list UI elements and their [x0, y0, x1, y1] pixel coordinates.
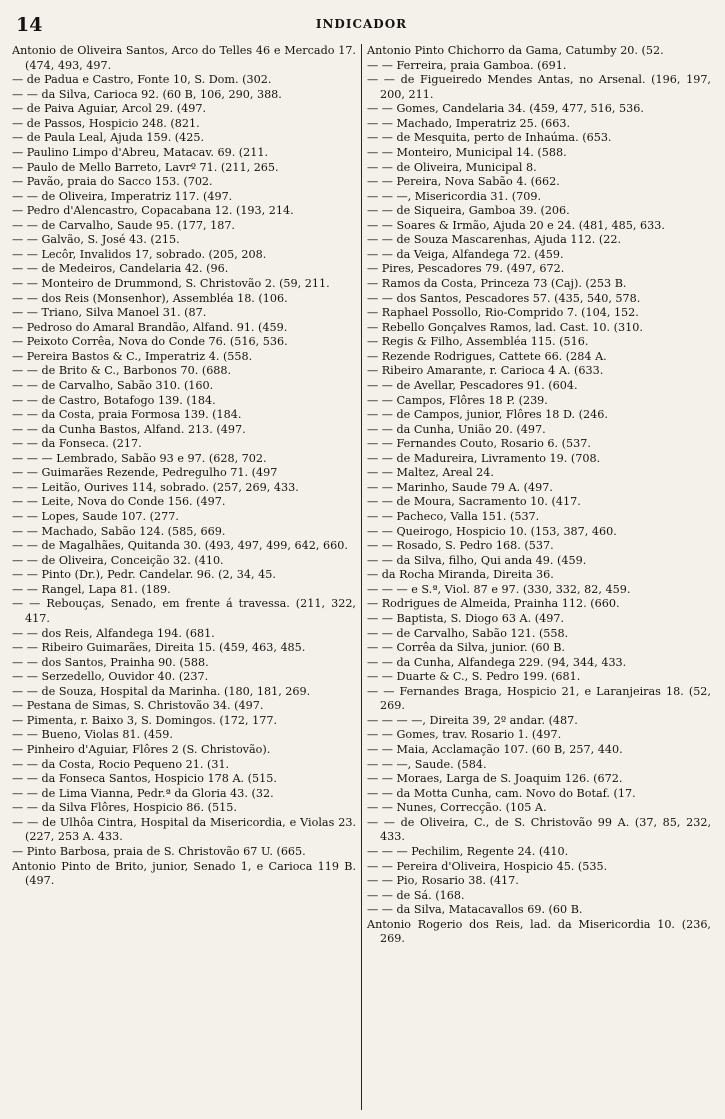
directory-entry: — — de Mesquita, perto de Inhaúma. (653.	[367, 131, 612, 145]
directory-entry: — — Rangel, Lapa 81. (189.	[12, 582, 171, 596]
right-column	[362, 44, 711, 1110]
directory-entry: — — Campos, Flôres 18 P. (239.	[367, 393, 548, 407]
directory-entry: — de Paiva Aguiar, Arcol 29. (497.	[12, 102, 207, 116]
directory-entry: — — da Fonseca. (217.	[12, 437, 142, 451]
directory-entry: — — Fernandes Couto, Rosario 6. (537.	[367, 437, 591, 451]
directory-entry: — — — Pechilim, Regente 24. (410.	[367, 844, 569, 858]
directory-entry: — — da Cunha Bastos, Alfand. 213. (497.	[12, 422, 246, 436]
directory-entry: — — Ribeiro Guimarães, Direita 15. (459, 463, 485.	[12, 641, 306, 655]
directory-entry: — — de Ulhôa Cintra, Hospital da Misericordia, e Violas 23. (227, 253 A. 433.	[12, 815, 356, 844]
directory-entry: — — Soares & Irmão, Ajuda 20 e 24. (481, 485, 633.	[367, 218, 665, 232]
directory-entry: — de Paula Leal, Ajuda 159. (425.	[12, 131, 205, 145]
directory-entry: — — Nunes, Correcção. (105 A.	[367, 801, 547, 815]
directory-entry: — — de Souza Mascarenhas, Ajuda 112. (22.	[367, 233, 622, 247]
directory-entry: — — Triano, Silva Manoel 31. (87.	[12, 306, 207, 320]
directory-entry: — — de Oliveira, Imperatriz 117. (497.	[12, 189, 233, 203]
directory-entry: — — Leitão, Ourives 114, sobrado. (257, 269, 433.	[12, 480, 299, 494]
directory-entry: — — Gomes, trav. Rosario 1. (497.	[367, 728, 562, 742]
directory-entry: — — da Motta Cunha, cam. Novo do Botaf. (17.	[367, 786, 636, 800]
running-title: INDICADOR	[315, 17, 408, 31]
directory-entry: Antonio Pinto Chichorro da Gama, Catumby 20. (52.	[367, 44, 664, 57]
directory-entry: — — da Costa, Rocio Pequeno 21. (31.	[12, 757, 230, 771]
directory-entry: — — de Oliveira, Municipal 8.	[367, 160, 537, 174]
directory-entry: — — Pereira, Nova Sabão 4. (662.	[367, 175, 560, 189]
directory-entry: — — de Avellar, Pescadores 91. (604.	[367, 378, 578, 392]
directory-entry: — — dos Reis, Alfandega 194. (681.	[12, 626, 215, 640]
directory-entry: — — de Brito & C., Barbonos 70. (688.	[12, 364, 232, 378]
directory-entry: Antonio Rogerio dos Reis, lad. da Misericordia 10. (236, 269.	[367, 917, 711, 946]
directory-entry: — — de Oliveira, C., de S. Christovão 99 A. (37, 85, 232, 433.	[367, 815, 711, 844]
directory-entry: — — Maltez, Areal 24.	[367, 466, 494, 480]
directory-entry: — — Baptista, S. Diogo 63 A. (497.	[367, 611, 565, 625]
directory-entry: — de Padua e Castro, Fonte 10, S. Dom. (302.	[12, 73, 272, 87]
directory-entry: — — de Sá. (168.	[367, 888, 465, 902]
directory-entry: — — Pio, Rosario 38. (417.	[367, 874, 519, 888]
directory-entry: — — Leite, Nova do Conde 156. (497.	[12, 495, 226, 509]
directory-entry: — — Pereira d'Oliveira, Hospicio 45. (535.	[367, 859, 608, 873]
directory-entry: — — de Madureira, Livramento 19. (708.	[367, 451, 601, 465]
directory-entry: — — da Veiga, Alfandega 72. (459.	[367, 247, 564, 261]
page-number: 14	[16, 14, 43, 36]
directory-entry: — — Machado, Sabão 124. (585, 669.	[12, 524, 226, 538]
directory-entry: — — Ferreira, praia Gamboa. (691.	[367, 58, 567, 72]
directory-entry: — Regis & Filho, Assembléa 115. (516.	[367, 335, 589, 349]
directory-entry: — Paulino Limpo d'Abreu, Matacav. 69. (211.	[12, 145, 269, 159]
directory-entry: — — Machado, Imperatriz 25. (663.	[367, 116, 571, 130]
directory-entry: — — de Moura, Sacramento 10. (417.	[367, 495, 581, 509]
directory-entry: — Pavão, praia do Sacco 153. (702.	[12, 175, 213, 189]
directory-entry: — — Lecôr, Invalidos 17, sobrado. (205, 208.	[12, 247, 267, 261]
directory-entry: Antonio Pinto de Brito, junior, Senado 1, e Carioca 119 B. (497.	[12, 859, 356, 888]
left-column	[12, 44, 361, 1110]
directory-entry: — Pires, Pescadores 79. (497, 672.	[367, 262, 565, 276]
directory-entry: — — de Oliveira, Conceição 32. (410.	[12, 553, 224, 567]
directory-entry: — Pimenta, r. Baixo 3, S. Domingos. (172, 177.	[12, 713, 278, 727]
directory-entry: — Pinto Barbosa, praia de S. Christovão 67 U. (665.	[12, 844, 306, 858]
directory-entry: — — da Silva, Carioca 92. (60 B, 106, 290, 388.	[12, 87, 282, 101]
directory-entry: — — Maia, Acclamação 107. (60 B, 257, 440.	[367, 743, 623, 756]
directory-entry: — Pereira Bastos & C., Imperatriz 4. (558.	[12, 349, 253, 363]
directory-entry: — — de Figueiredo Mendes Antas, no Arsenal. (196, 197, 200, 211.	[367, 73, 711, 101]
directory-entry: — — de Carvalho, Sabão 310. (160.	[12, 378, 214, 392]
directory-entry: — — — Lembrado, Sabão 93 e 97. (628, 702.	[12, 451, 267, 465]
directory-entry: — Pedro d'Alencastro, Copacabana 12. (193, 214.	[12, 204, 294, 218]
directory-entry: — Pestana de Simas, S. Christovão 34. (497.	[12, 699, 264, 713]
directory-entry: — — Serzedello, Ouvidor 40. (237.	[12, 670, 209, 684]
directory-entry: — — Guimarães Rezende, Pedregulho 71. (497	[12, 466, 278, 480]
directory-entry: — — de Castro, Botafogo 139. (184.	[12, 393, 216, 407]
directory-entry: — — de Carvalho, Saude 95. (177, 187.	[12, 218, 235, 232]
directory-entry: — — de Medeiros, Candelaria 42. (96.	[12, 262, 229, 276]
text-columns	[12, 44, 712, 1110]
directory-entry: — Rezende Rodrigues, Cattete 66. (284 A.	[367, 349, 607, 363]
directory-entry: — — Galvão, S. José 43. (215.	[12, 233, 180, 247]
directory-entry: — — — —, Direita 39, 2º andar. (487.	[367, 713, 578, 727]
page-header	[16, 14, 707, 36]
directory-entry: — — de Siqueira, Gamboa 39. (206.	[367, 204, 570, 218]
directory-entry: — — de Lima Vianna, Pedr.ª da Gloria 43. (32.	[12, 786, 274, 800]
directory-entry: — de Passos, Hospicio 248. (821.	[12, 116, 200, 130]
directory-entry: — — Moraes, Larga de S. Joaquim 126. (672.	[367, 772, 623, 786]
directory-entry: — Raphael Possollo, Rio-Comprido 7. (104, 152.	[367, 306, 639, 320]
directory-entry: — — Rosado, S. Pedro 168. (537.	[367, 539, 554, 553]
directory-entry: — — — e S.ª, Viol. 87 e 97. (330, 332, 82, 459.	[367, 582, 631, 596]
directory-entry: — — de Carvalho, Sabão 121. (558.	[367, 626, 569, 640]
directory-entry: — — Rebouças, Senado, em frente á travessa. (211, 322, 417.	[12, 597, 356, 625]
directory-entry: — — Duarte & C., S. Pedro 199. (681.	[367, 670, 581, 684]
directory-entry: — Pedroso do Amaral Brandão, Alfand. 91. (459.	[12, 320, 288, 334]
directory-entry: — — Corrêa da Silva, junior. (60 B.	[367, 641, 565, 655]
directory-entry: — — Pacheco, Valla 151. (537.	[367, 510, 540, 523]
directory-entry: — Pinheiro d'Aguiar, Flôres 2 (S. Christovão).	[12, 743, 271, 756]
directory-entry: — — Bueno, Violas 81. (459.	[12, 728, 173, 742]
directory-entry: — Rodrigues de Almeida, Prainha 112. (660.	[367, 597, 620, 611]
directory-entry: — da Rocha Miranda, Direita 36.	[367, 568, 554, 582]
directory-entry: — — Pinto (Dr.), Pedr. Candelar. 96. (2, 34, 45.	[12, 568, 276, 582]
directory-entry: Antonio de Oliveira Santos, Arco do Telles 46 e Mercado 17. (474, 493, 497.	[12, 44, 356, 72]
directory-entry: — — da Fonseca Santos, Hospicio 178 A. (515.	[12, 772, 277, 786]
directory-entry: — — —, Saude. (584.	[367, 757, 487, 771]
directory-entry: — — —, Misericordia 31. (709.	[367, 189, 542, 203]
directory-entry: — — da Silva, Matacavallos 69. (60 B.	[367, 903, 583, 917]
directory-entry: — — dos Santos, Pescadores 57. (435, 540, 578.	[367, 291, 641, 305]
directory-entry: — — Queirogo, Hospicio 10. (153, 387, 460.	[367, 524, 617, 538]
directory-entry: — — Monteiro de Drummond, S. Christovão 2. (59, 211.	[12, 277, 330, 290]
directory-entry: — — da Cunha, União 20. (497.	[367, 422, 546, 436]
directory-entry: — — da Costa, praia Formosa 139. (184.	[12, 408, 242, 422]
directory-entry: — — da Silva Flôres, Hospicio 86. (515.	[12, 801, 237, 815]
directory-entry: — — Monteiro, Municipal 14. (588.	[367, 145, 567, 159]
directory-entry: — — de Souza, Hospital da Marinha. (180, 181, 269.	[12, 684, 311, 698]
directory-entry: — Peixoto Corrêa, Nova do Conde 76. (516, 536.	[12, 335, 288, 349]
directory-entry: — — Gomes, Candelaria 34. (459, 477, 516, 536.	[367, 102, 644, 116]
directory-entry: — — Lopes, Saude 107. (277.	[12, 510, 179, 523]
directory-entry: — — dos Reis (Monsenhor), Assembléa 18. (106.	[12, 291, 288, 305]
directory-entry: — Ribeiro Amarante, r. Carioca 4 A. (633.	[367, 364, 604, 378]
directory-entry: — — da Cunha, Alfandega 229. (94, 344, 433.	[367, 655, 627, 669]
directory-entry: — — Marinho, Saude 79 A. (497.	[367, 480, 553, 494]
directory-entry: — Rebello Gonçalves Ramos, lad. Cast. 10. (310.	[367, 320, 643, 334]
directory-entry: — — de Campos, junior, Flôres 18 D. (246.	[367, 408, 608, 422]
directory-entry: — — da Silva, filho, Qui anda 49. (459.	[367, 553, 587, 567]
directory-entry: — Paulo de Mello Barreto, Lavrº 71. (211, 265.	[12, 160, 279, 174]
directory-entry: — Ramos da Costa, Princeza 73 (Caj). (253 B.	[367, 277, 627, 290]
directory-entry: — — de Magalhães, Quitanda 30. (493, 497, 499, 642, 660.	[12, 539, 348, 553]
directory-entry: — — dos Santos, Prainha 90. (588.	[12, 655, 209, 669]
directory-entry: — — Fernandes Braga, Hospicio 21, e Laranjeiras 18. (52, 269.	[367, 684, 711, 713]
